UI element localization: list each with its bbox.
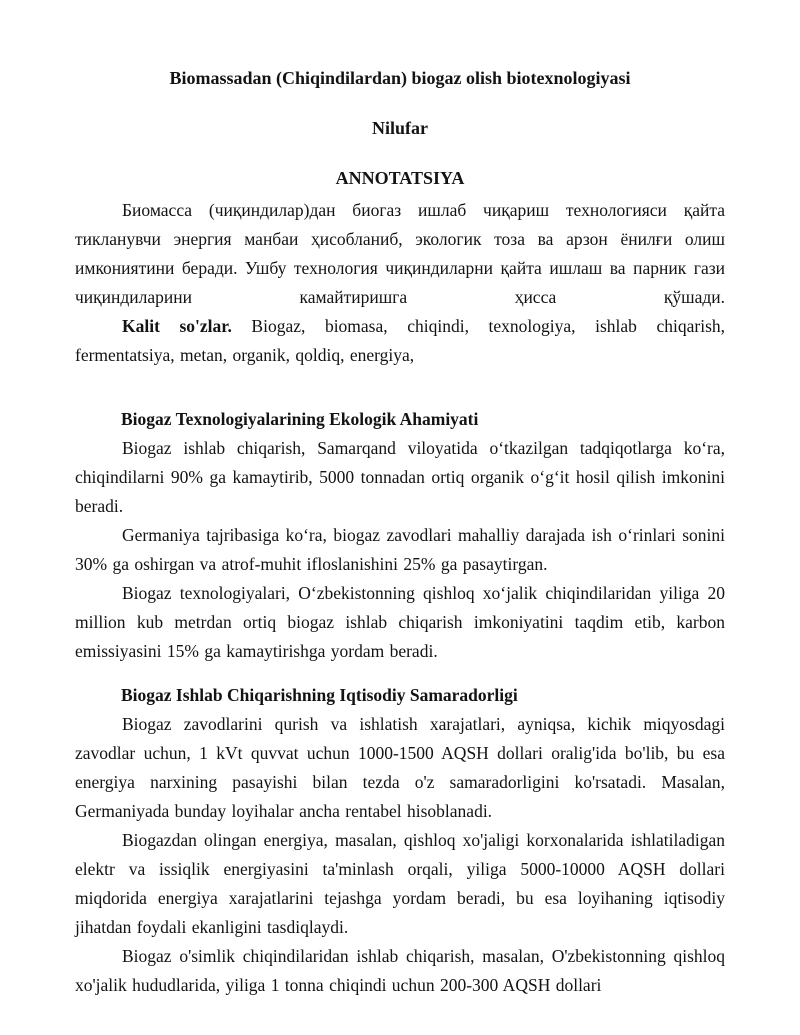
keywords-paragraph bbox=[75, 312, 725, 370]
body-paragraph: Germaniya tajribasiga ko‘ra, biogaz zavodlari mahalliy darajada ish o‘rinlari sonini 30% ga oshirgan va atrof-muhit ifloslanishini 25% ga pasaytirgan. bbox=[75, 525, 725, 574]
body-paragraph: Biogaz ishlab chiqarish, Samarqand viloyatida o‘tkazilgan tadqiqotlarga ko‘ra, chiqindilarni 90% ga kamaytirib, 5000 tonnadan ortiq organik o‘g‘it hosil qilish imkonini beradi. bbox=[75, 438, 725, 516]
body-paragraph: Biogaz zavodlarini qurish va ishlatish xarajatlari, ayniqsa, kichik miqyosdagi zavodlar uchun, 1 kVt quvvat uchun 1000-1500 AQSH dollari oralig'ida bo'lib, bu esa energiya narxining pasayishi bilan tezda o'z samaradorligini ko'rsatadi. Masalan, Germaniyada bunday loyihalar ancha rentabel hisoblanadi. bbox=[75, 714, 725, 821]
body-paragraph: Biogaz texnologiyalari, O‘zbekistonning qishloq xo‘jalik chiqindilaridan yiliga 20 million kub metrdan ortiq biogaz ishlab chiqarish imkoniyatini taqdim etib, karbon emissiyasini 15% ga kamaytirishga yordam beradi. bbox=[75, 583, 725, 661]
body-paragraph: Biogazdan olingan energiya, masalan, qishloq xo'jaligi korxonalarida ishlatiladigan elektr va issiqlik energiyasini ta'minlash orqali, yiliga 5000-10000 AQSH dollari miqdorida energiya xarajatlarini tejashga yordam beradi, bu esa loyihaning iqtisodiy jihatdan foydali ekanligini tasdiqlaydi. bbox=[75, 830, 725, 937]
annotation-heading: ANNOTATSIYA bbox=[335, 168, 465, 188]
section-heading-ecology: Biogaz Texnologiyalarining Ekologik Ahamiyati bbox=[121, 409, 479, 429]
keywords-text: Biogaz, biomasa, chiqindi, texnologiya, ishlab chiqarish, fermentatsiya, metan, organik, qoldiq, energiya, bbox=[75, 316, 725, 365]
section-heading-economy: Biogaz Ishlab Chiqarishning Iqtisodiy Samaradorligi bbox=[121, 685, 518, 705]
document-title: Biomassadan (Chiqindilardan) biogaz olish biotexnologiyasi bbox=[169, 68, 631, 88]
body-paragraph: Biogaz o'simlik chiqindilaridan ishlab chiqarish, masalan, O'zbekistonning qishloq xo'jalik hududlarida, yiliga 1 tonna chiqindi uchun 200-300 AQSH dollari bbox=[75, 946, 725, 995]
keywords-label: Kalit so'zlar. bbox=[122, 316, 232, 336]
annotation-paragraph: Биомасса (чиқиндилар)дан биогаз ишлаб чиқариш технологияси қайта тикланувчи энергия манбаи ҳисобланиб, экологик тоза ва арзон ёнилғи олиш имкониятини беради. Ушбу технология чиқиндиларни қайта ишлаш ва парник гази чиқиндиларини камайтиришга ҳисса қўшади. bbox=[75, 200, 725, 307]
author-name: Nilufar bbox=[372, 118, 428, 138]
